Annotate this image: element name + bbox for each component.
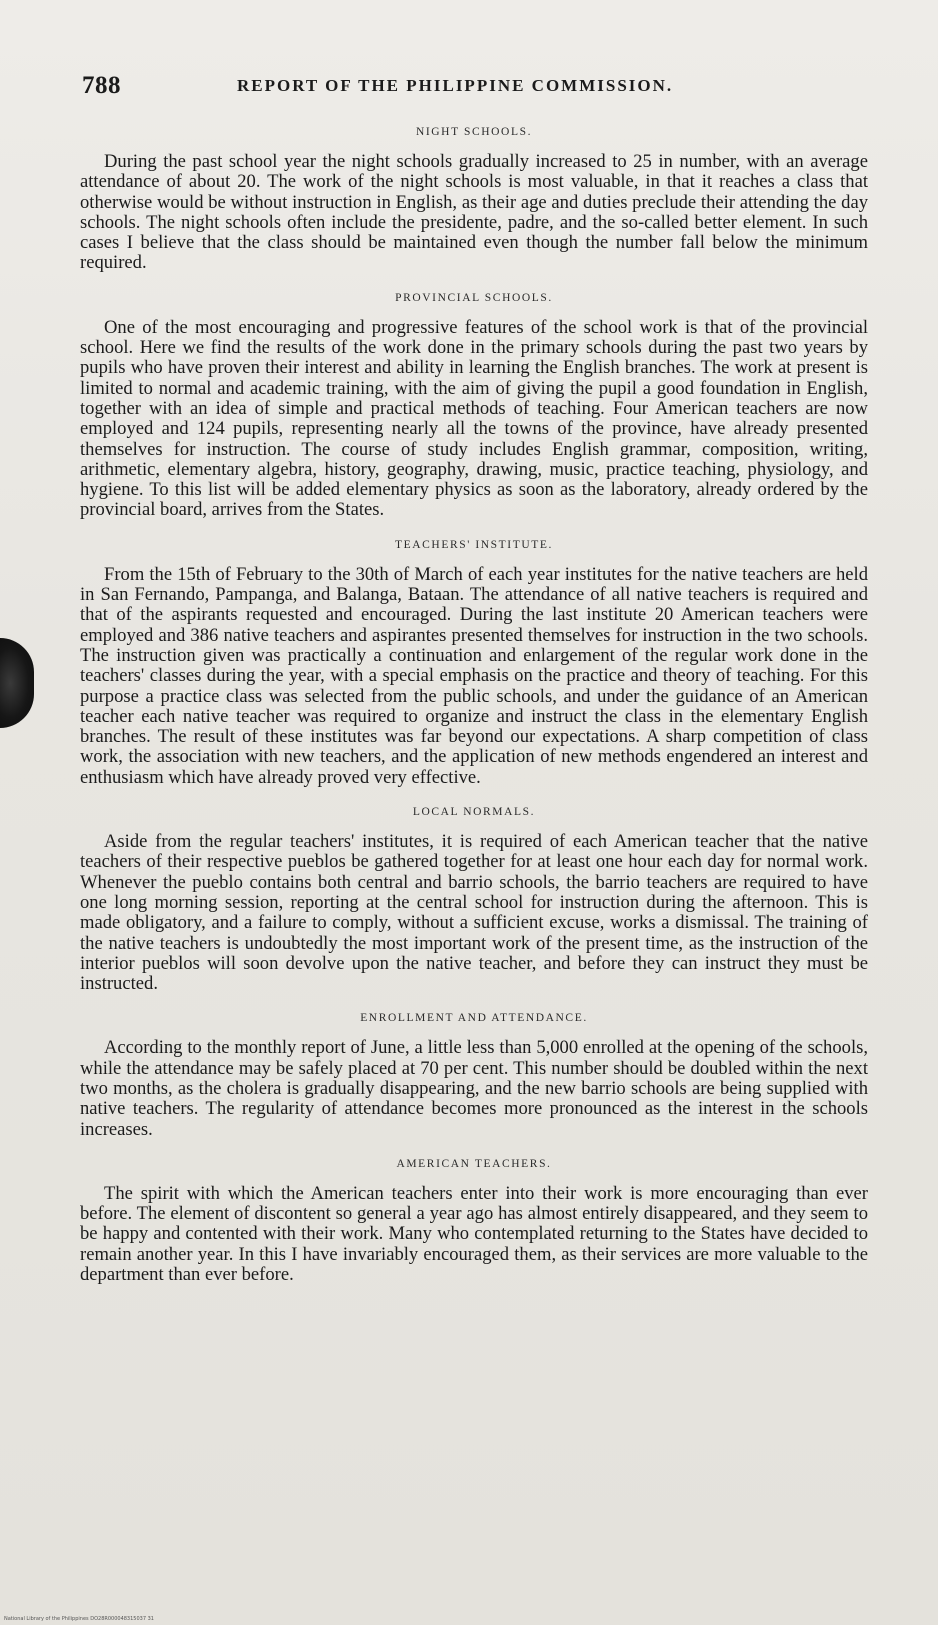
section-paragraph: During the past school year the night schools gradually increased to 25 in number, with an average attendance of about 20. The work of the night schools is most valuable, in that it reaches a class that otherwise would be without instruction in English, as their age and duties preclude their attending the day schools. The night schools often include the presidente, padre, and the so-called better element. In such cases I believe that the class should be maintained even though the number fall below the minimum required. [80,151,868,274]
page-body [80,126,868,1303]
section-heading: TEACHERS' INSTITUTE. [394,538,553,551]
section-heading: PROVINCIAL SCHOOLS. [395,291,553,304]
section-heading: AMERICAN TEACHERS. [396,1157,552,1170]
section-paragraph: The spirit with which the American teachers enter into their work is more encouraging than ever before. The element of discontent so general a year ago has almost entirely disappeared, and they seem to be happy and contented with their work. Many who contemplated returning to the States have decided to remain another year. In this I have invariably encouraged them, as their services are more valuable to the department than ever before. [80,1182,868,1286]
section-american-teachers [80,1158,868,1285]
page-number: 788 [82,72,121,99]
thumb-shadow [0,638,34,728]
section-teachers-institute [80,539,868,788]
section-heading: ENROLLMENT AND ATTENDANCE. [360,1012,588,1025]
section-provincial-schools [80,292,868,521]
section-paragraph: According to the monthly report of June, a little less than 5,000 enrolled at the opening of the schools, while the attendance may be safely placed at 70 per cent. This number should be doubled within the next two months, as the cholera is gradually disappearing, and the new barrio schools are being supplied with native teachers. The regularity of attendance becomes more pronounced as the interest in the schools increases. [80,1037,868,1140]
page-header [82,72,862,102]
section-paragraph: Aside from the regular teachers' institutes, it is required of each American teacher that the native teachers of their respective pueblos be gathered together for at least one hour each day for normal work. Whenever the pueblo contains both central and barrio schools, the barrio teachers are required to have one long morning session, reporting at the central school for instruction during the afternoon. This is made obligatory, and a failure to comply, without a sufficient excuse, works a dismissal. The training of the native teachers is undoubtedly the most important work of the present time, as the instruction of the interior pueblos will soon devolve upon the native teacher, and before they can instruct they must be instructed. [80,831,868,995]
scan-footer: National Library of the Philippines DO28R000048315037 31 [4,1616,154,1622]
section-heading: LOCAL NORMALS. [412,806,536,819]
section-enrollment-attendance [80,1012,868,1139]
running-head: REPORT OF THE PHILIPPINE COMMISSION. [237,76,674,95]
section-heading: NIGHT SCHOOLS. [415,126,533,138]
section-night-schools [80,126,868,274]
section-paragraph: From the 15th of February to the 30th of March of each year institutes for the native teachers are held in San Fernando, Pampanga, and Balanga, Bataan. The attendance of all native teachers is required and that of the aspirants requested and encouraged. During the last institute 20 American teachers were employed and 386 native teachers and aspirantes presented themselves for instruction in the two schools. The instruction given was practically a continuation and enlargement of the regular work done in the teachers' classes during the year, with a special emphasis on the practice and theory of teaching. For this purpose a practice class was selected from the public schools, and under the guidance of an American teacher each native teacher was required to organize and instruct the class in the elementary English branches. The result of these institutes was far beyond our expectations. A sharp competition of class work, the association with new teachers, and the application of new methods engendered an interest and enthusiasm which have already proved very effective. [80,563,868,788]
section-local-normals [80,806,868,994]
section-paragraph: One of the most encouraging and progressive features of the school work is that of the provincial school. Here we find the results of the work done in the primary schools during the past two years by pupils who have proven their interest and ability in learning the English branches. The work at present is limited to normal and academic training, with the aim of giving the pupil a good foundation in English, together with an idea of simple and practical methods of teaching. Four American teachers are now employed and 124 pupils, representing nearly all the towns of the province, have already presented themselves for instruction. The course of study includes English grammar, composition, writing, arithmetic, elementary algebra, history, geography, drawing, music, practice teaching, physiology, and hygiene. To this list will be added elementary physics as soon as the laboratory, already ordered by the provincial board, arrives from the States. [80,316,868,521]
